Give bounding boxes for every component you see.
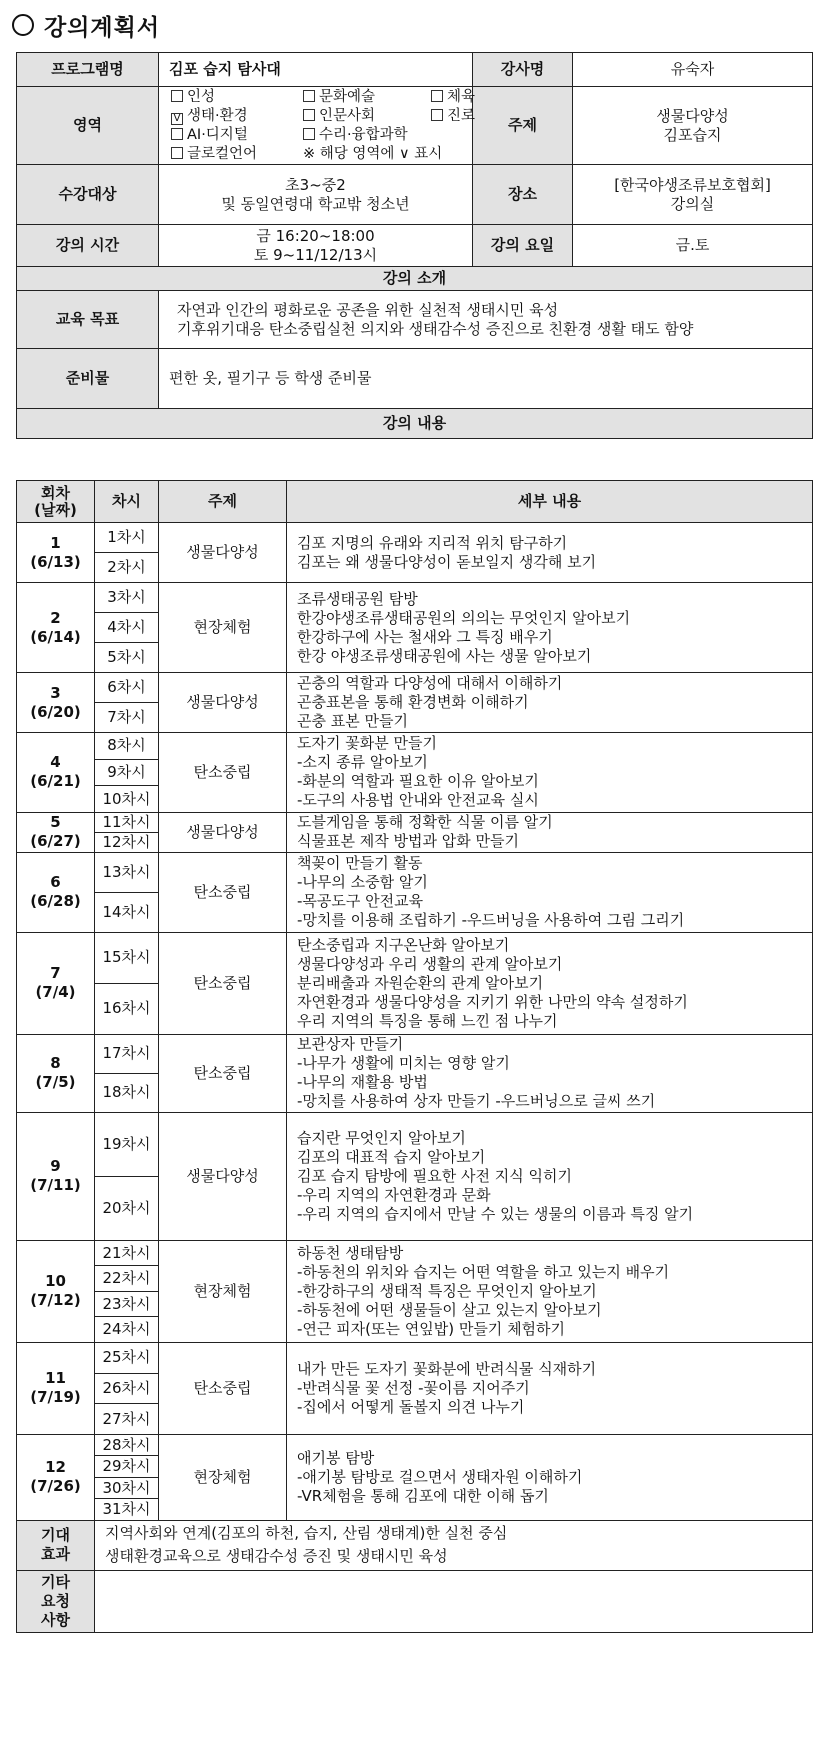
etc-label-line: 요청 bbox=[41, 1591, 70, 1610]
instructor-label: 강사명 bbox=[473, 53, 573, 87]
checkbox-icon bbox=[171, 147, 183, 159]
goal-value: 자연과 인간의 평화로운 공존을 위한 실천적 생태시민 육성 기후위기대응 탄소중립실천 의지와 생태감수성 증진으로 친환경 생활 태도 함양 bbox=[159, 291, 813, 349]
round-number: 7 bbox=[50, 964, 61, 983]
table-row bbox=[17, 523, 813, 553]
round-cell bbox=[17, 523, 95, 583]
area-option bbox=[431, 88, 511, 107]
period-cell: 8차시 bbox=[95, 733, 159, 760]
checkbox-icon bbox=[303, 109, 315, 121]
detail-line: 도블게임을 통해 정확한 식물 이름 알기 bbox=[297, 813, 553, 832]
table-row bbox=[17, 812, 813, 832]
area-option-label: 문화예술 bbox=[319, 88, 376, 105]
etc-label bbox=[17, 1570, 95, 1632]
title-text: 강의계획서 bbox=[44, 14, 161, 41]
detail-line: 보관상자 만들기 bbox=[297, 1035, 404, 1054]
detail-line: 한강야생조류생태공원의 의의는 무엇인지 알아보기 bbox=[297, 608, 631, 627]
time-label: 강의 시간 bbox=[17, 225, 159, 267]
detail-line: 자연환경과 생물다양성을 지키기 위한 나만의 약속 설정하기 bbox=[297, 992, 688, 1011]
period-cell: 20차시 bbox=[95, 1176, 159, 1240]
round-date: (7/19) bbox=[30, 1388, 81, 1407]
period-cell: 30차시 bbox=[95, 1477, 159, 1499]
period-cell: 23차시 bbox=[95, 1291, 159, 1317]
detail-line: -우리 지역의 습지에서 만날 수 있는 생물의 이름과 특징 알기 bbox=[297, 1204, 694, 1223]
area-option-label: AI·디지털 bbox=[187, 126, 248, 143]
area-option-label: 인성 bbox=[187, 88, 216, 105]
table-row bbox=[17, 733, 813, 760]
topic-cell: 현장체험 bbox=[159, 583, 287, 673]
header-detail: 세부 내용 bbox=[287, 481, 813, 523]
detail-cell bbox=[287, 1240, 813, 1342]
area-option-label: 생태·환경 bbox=[187, 107, 248, 124]
area-option bbox=[171, 145, 303, 164]
round-date: (7/11) bbox=[30, 1176, 81, 1195]
period-cell: 4차시 bbox=[95, 613, 159, 643]
period-cell: 12차시 bbox=[95, 832, 159, 852]
round-number: 6 bbox=[50, 873, 61, 892]
round-cell bbox=[17, 932, 95, 1034]
detail-line: 분리배출과 자원순환의 관계 알아보기 bbox=[297, 973, 544, 992]
area-option bbox=[303, 107, 431, 126]
topic-label: 주제 bbox=[473, 87, 573, 165]
detail-cell bbox=[287, 852, 813, 932]
effect-value bbox=[95, 1520, 813, 1570]
detail-line: -하동천의 위치와 습지는 어떤 역할을 하고 있는지 배우기 bbox=[297, 1262, 670, 1281]
area-option-label: 진로 bbox=[447, 107, 476, 124]
day-label: 강의 요일 bbox=[473, 225, 573, 267]
etc-value bbox=[95, 1570, 813, 1632]
topic-cell: 생물다양성 bbox=[159, 673, 287, 733]
header-period: 차시 bbox=[95, 481, 159, 523]
info-table bbox=[16, 52, 813, 439]
area-label: 영역 bbox=[17, 87, 159, 165]
detail-line: 습지란 무엇인지 알아보기 bbox=[297, 1128, 466, 1147]
period-cell: 16차시 bbox=[95, 983, 159, 1034]
period-cell: 9차시 bbox=[95, 759, 159, 786]
round-date: (7/5) bbox=[35, 1073, 76, 1092]
detail-line: -반려식물 꽃 선정 -꽃이름 지어주기 bbox=[297, 1378, 530, 1397]
period-cell: 22차시 bbox=[95, 1266, 159, 1292]
round-number: 2 bbox=[50, 608, 61, 627]
topic-cell: 생물다양성 bbox=[159, 812, 287, 852]
round-number: 4 bbox=[50, 753, 61, 772]
detail-line: 곤충표본을 통해 환경변화 이해하기 bbox=[297, 693, 529, 711]
period-cell: 1차시 bbox=[95, 523, 159, 553]
instructor-value: 유숙자 bbox=[573, 53, 813, 87]
table-row bbox=[17, 1240, 813, 1266]
program-value: 김포 습지 탐사대 bbox=[159, 53, 473, 87]
topic-cell: 탄소중립 bbox=[159, 1342, 287, 1434]
topic-cell: 탄소중립 bbox=[159, 733, 287, 813]
checkbox-icon bbox=[303, 128, 315, 140]
detail-cell bbox=[287, 1434, 813, 1520]
table-row bbox=[17, 932, 813, 983]
detail-line: -VR체험을 통해 김포에 대한 이해 돕기 bbox=[297, 1486, 549, 1505]
round-number: 8 bbox=[50, 1054, 61, 1073]
effect-row bbox=[17, 1520, 813, 1570]
table-row bbox=[17, 1034, 813, 1073]
area-option-label: 글로컬언어 bbox=[187, 145, 258, 162]
detail-line: -소지 종류 알아보기 bbox=[297, 753, 428, 772]
effect-label-line: 효과 bbox=[41, 1545, 70, 1564]
etc-label-line: 사항 bbox=[41, 1610, 70, 1629]
detail-cell bbox=[287, 1342, 813, 1434]
area-note: ※ 해당 영역에 ∨ 표시 bbox=[303, 145, 443, 162]
effect-label-line: 기대 bbox=[41, 1526, 70, 1545]
round-date: (6/28) bbox=[30, 892, 81, 911]
target-value: 초3~중2 및 동일연령대 학교밖 청소년 bbox=[159, 165, 473, 225]
header-topic: 주제 bbox=[159, 481, 287, 523]
topic-value: 생물다양성 김포습지 bbox=[573, 87, 813, 165]
round-cell bbox=[17, 852, 95, 932]
round-date: (6/14) bbox=[30, 627, 81, 646]
etc-label-line: 기타 bbox=[41, 1572, 70, 1591]
period-cell: 2차시 bbox=[95, 553, 159, 583]
detail-line: 김포 지명의 유래와 지리적 위치 탐구하기 bbox=[297, 533, 568, 552]
checkbox-icon bbox=[171, 128, 183, 140]
place-label: 장소 bbox=[473, 165, 573, 225]
round-cell bbox=[17, 733, 95, 813]
content-table bbox=[16, 480, 813, 1633]
detail-line: 하동천 생태탐방 bbox=[297, 1243, 404, 1262]
round-number: 12 bbox=[45, 1458, 66, 1477]
period-cell: 27차시 bbox=[95, 1404, 159, 1435]
detail-line: -우리 지역의 자연환경과 문화 bbox=[297, 1185, 491, 1204]
round-cell bbox=[17, 812, 95, 852]
checkbox-icon bbox=[171, 90, 183, 102]
period-cell: 29차시 bbox=[95, 1456, 159, 1478]
topic-cell: 생물다양성 bbox=[159, 523, 287, 583]
detail-cell bbox=[287, 1034, 813, 1112]
period-cell: 19차시 bbox=[95, 1112, 159, 1176]
area-option-label: 체육 bbox=[447, 88, 476, 105]
period-cell: 17차시 bbox=[95, 1034, 159, 1073]
topic-cell: 탄소중립 bbox=[159, 932, 287, 1034]
table-row bbox=[17, 583, 813, 613]
detail-line: -나무의 소중함 알기 bbox=[297, 873, 428, 892]
round-number: 10 bbox=[45, 1272, 66, 1291]
circle-bullet-icon bbox=[12, 14, 34, 36]
header-round: 회차 (날짜) bbox=[17, 481, 95, 523]
detail-line: 김포는 왜 생물다양성이 돋보일지 생각해 보기 bbox=[297, 552, 597, 571]
prep-value: 편한 옷, 필기구 등 학생 준비물 bbox=[159, 349, 813, 409]
round-date: (7/12) bbox=[30, 1291, 81, 1310]
period-cell: 11차시 bbox=[95, 812, 159, 832]
period-cell: 25차시 bbox=[95, 1342, 159, 1373]
round-cell bbox=[17, 583, 95, 673]
detail-line: 김포의 대표적 습지 알아보기 bbox=[297, 1147, 486, 1166]
round-cell bbox=[17, 673, 95, 733]
area-checklist bbox=[159, 87, 476, 165]
table-row bbox=[17, 852, 813, 892]
area-option-label: 수리·융합과학 bbox=[319, 126, 408, 143]
detail-line: 김포 습지 탐방에 필요한 사전 지식 익히기 bbox=[297, 1166, 572, 1185]
checkbox-icon: V bbox=[171, 113, 183, 125]
detail-line: -나무의 재활용 방법 bbox=[297, 1073, 428, 1092]
period-cell: 13차시 bbox=[95, 852, 159, 892]
detail-line: -나무가 생활에 미치는 영향 알기 bbox=[297, 1054, 510, 1073]
area-option-label: 인문사회 bbox=[319, 107, 376, 124]
detail-cell bbox=[287, 1112, 813, 1240]
period-cell: 26차시 bbox=[95, 1373, 159, 1404]
detail-line: 내가 만든 도자기 꽃화분에 반려식물 식재하기 bbox=[297, 1359, 597, 1378]
area-option bbox=[171, 88, 303, 107]
detail-line: 애기봉 탐방 bbox=[297, 1448, 375, 1467]
checkbox-icon bbox=[431, 90, 443, 102]
period-cell: 21차시 bbox=[95, 1240, 159, 1266]
detail-line: -화분의 역할과 필요한 이유 알아보기 bbox=[297, 772, 539, 791]
checkbox-icon bbox=[431, 109, 443, 121]
area-option bbox=[303, 126, 431, 145]
area-option bbox=[431, 126, 511, 145]
round-number: 3 bbox=[50, 683, 61, 702]
detail-line: -한강하구의 생태적 특징은 무엇인지 알아보기 bbox=[297, 1281, 597, 1300]
detail-cell bbox=[287, 673, 813, 733]
checkbox-icon bbox=[303, 90, 315, 102]
area-option bbox=[171, 107, 303, 126]
period-cell: 3차시 bbox=[95, 583, 159, 613]
round-date: (6/13) bbox=[30, 552, 81, 571]
table-row bbox=[17, 673, 813, 703]
round-number: 5 bbox=[50, 813, 61, 832]
round-date: (7/4) bbox=[35, 983, 76, 1002]
detail-line: 생물다양성과 우리 생활의 관계 알아보기 bbox=[297, 954, 563, 973]
detail-line: -망치를 사용하여 상자 만들기 -우드버닝으로 글씨 쓰기 bbox=[297, 1092, 656, 1111]
detail-line: -망치를 이용해 조립하기 -우드버닝을 사용하여 그림 그리기 bbox=[297, 911, 685, 930]
detail-cell bbox=[287, 932, 813, 1034]
topic-cell: 현장체험 bbox=[159, 1240, 287, 1342]
detail-line: -연근 피자(또는 연잎밥) 만들기 체험하기 bbox=[297, 1319, 566, 1338]
area-option bbox=[303, 88, 431, 107]
round-cell bbox=[17, 1112, 95, 1240]
topic-cell: 현장체험 bbox=[159, 1434, 287, 1520]
detail-line: 우리 지역의 특징을 통해 느낀 점 나누기 bbox=[297, 1011, 558, 1030]
detail-cell bbox=[287, 733, 813, 813]
period-cell: 24차시 bbox=[95, 1317, 159, 1343]
round-cell bbox=[17, 1342, 95, 1434]
detail-line: 한강 야생조류생태공원에 사는 생물 알아보기 bbox=[297, 646, 592, 665]
detail-line: 도자기 꽃화분 만들기 bbox=[297, 734, 437, 753]
round-date: (7/26) bbox=[30, 1477, 81, 1496]
detail-line: 책꽂이 만들기 활동 bbox=[297, 854, 423, 873]
round-date: (6/20) bbox=[30, 702, 81, 721]
etc-row bbox=[17, 1570, 813, 1632]
topic-cell: 생물다양성 bbox=[159, 1112, 287, 1240]
topic-cell: 탄소중립 bbox=[159, 1034, 287, 1112]
period-cell: 10차시 bbox=[95, 786, 159, 813]
table-row bbox=[17, 1434, 813, 1456]
period-cell: 14차시 bbox=[95, 892, 159, 932]
detail-cell bbox=[287, 812, 813, 852]
period-cell: 18차시 bbox=[95, 1073, 159, 1112]
round-date: (6/27) bbox=[30, 832, 81, 851]
round-number: 1 bbox=[50, 533, 61, 552]
effect-line: 지역사회와 연계(김포의 하천, 습지, 산림 생태계)한 실천 중심 bbox=[105, 1524, 508, 1543]
detail-line: -하동천에 어떤 생물들이 살고 있는지 알아보기 bbox=[297, 1300, 602, 1319]
detail-line: 한강하구에 사는 철새와 그 특징 배우기 bbox=[297, 627, 553, 646]
day-value: 금.토 bbox=[573, 225, 813, 267]
time-value: 금 16:20~18:00 토 9~11/12/13시 bbox=[159, 225, 473, 267]
detail-line: 곤충의 역할과 다양성에 대해서 이해하기 bbox=[297, 674, 563, 692]
round-cell bbox=[17, 1034, 95, 1112]
target-label: 수강대상 bbox=[17, 165, 159, 225]
detail-cell bbox=[287, 523, 813, 583]
detail-line: -애기봉 탐방로 걸으면서 생태자원 이해하기 bbox=[297, 1467, 583, 1486]
area-option bbox=[171, 126, 303, 145]
program-label: 프로그램명 bbox=[17, 53, 159, 87]
topic-cell: 탄소중립 bbox=[159, 852, 287, 932]
effect-line: 생태환경교육으로 생태감수성 증진 및 생태시민 육성 bbox=[105, 1547, 448, 1566]
detail-line: -집에서 어떻게 돌볼지 의견 나누기 bbox=[297, 1397, 525, 1416]
round-number: 11 bbox=[45, 1369, 66, 1388]
round-cell bbox=[17, 1434, 95, 1520]
round-number: 9 bbox=[50, 1157, 61, 1176]
area-option bbox=[431, 107, 511, 126]
prep-label: 준비물 bbox=[17, 349, 159, 409]
period-cell: 7차시 bbox=[95, 703, 159, 733]
area-option bbox=[303, 145, 511, 164]
detail-line: -목공도구 안전교육 bbox=[297, 892, 424, 911]
period-cell: 5차시 bbox=[95, 643, 159, 673]
detail-line: 조류생태공원 탐방 bbox=[297, 589, 418, 608]
document-title bbox=[12, 8, 160, 42]
goal-label: 교육 목표 bbox=[17, 291, 159, 349]
detail-line: 식물표본 제작 방법과 압화 만들기 bbox=[297, 832, 519, 851]
period-cell: 6차시 bbox=[95, 673, 159, 703]
detail-line: 곤충 표본 만들기 bbox=[297, 712, 408, 730]
detail-line: 탄소중립과 지구온난화 알아보기 bbox=[297, 935, 510, 954]
period-cell: 28차시 bbox=[95, 1434, 159, 1456]
detail-cell bbox=[287, 583, 813, 673]
effect-label bbox=[17, 1520, 95, 1570]
table-row bbox=[17, 1112, 813, 1176]
period-cell: 15차시 bbox=[95, 932, 159, 983]
round-cell bbox=[17, 1240, 95, 1342]
content-section-title: 강의 내용 bbox=[17, 409, 813, 439]
place-value: [한국야생조류보호협회] 강의실 bbox=[573, 165, 813, 225]
detail-line: -도구의 사용법 안내와 안전교육 실시 bbox=[297, 791, 539, 810]
period-cell: 31차시 bbox=[95, 1499, 159, 1521]
intro-section-title: 강의 소개 bbox=[17, 267, 813, 291]
table-row bbox=[17, 1342, 813, 1373]
round-date: (6/21) bbox=[30, 772, 81, 791]
